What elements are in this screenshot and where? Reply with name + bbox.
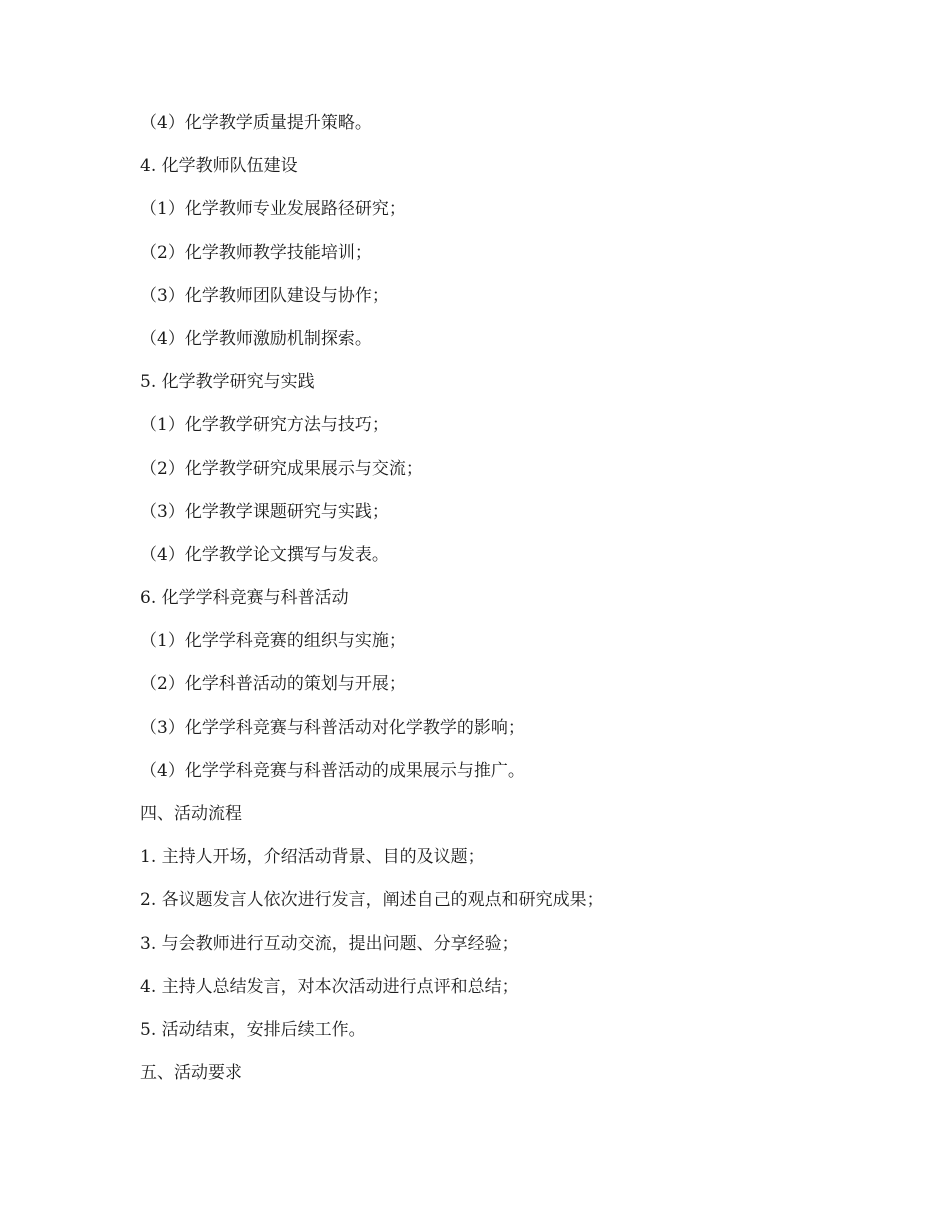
list-item-paper-writing: （4）化学教学论文撰写与发表。 (140, 544, 389, 565)
section-activity-process: 四、活动流程 (140, 804, 242, 824)
process-step-3: 3. 与会教师进行互动交流，提出问题、分享经验； (140, 933, 519, 954)
list-item-quality-strategy: （4）化学教学质量提升策略。 (140, 113, 372, 133)
heading-research-practice: 5. 化学教学研究与实践 (140, 372, 315, 393)
list-item-outreach-planning: （2）化学科普活动的策划与开展； (140, 674, 406, 695)
document-body (140, 108, 880, 1101)
list-item-results-promotion: （4）化学学科竞赛与科普活动的成果展示与推广。 (140, 760, 525, 781)
process-step-2: 2. 各议题发言人依次进行发言，阐述自己的观点和研究成果； (140, 890, 604, 911)
list-item-research-results: （2）化学教学研究成果展示与交流； (140, 458, 423, 479)
list-item-competition-impact: （3）化学学科竞赛与科普活动对化学教学的影响； (140, 717, 525, 738)
process-step-1: 1. 主持人开场，介绍活动背景、目的及议题； (140, 847, 485, 868)
list-item-competition-organization: （1）化学学科竞赛的组织与实施； (140, 631, 406, 652)
heading-teacher-team: 4. 化学教师队伍建设 (140, 156, 298, 177)
heading-competition-outreach: 6. 化学学科竞赛与科普活动 (140, 588, 349, 609)
list-item-project-research: （3）化学教学课题研究与实践； (140, 501, 389, 522)
list-item-professional-development: （1）化学教师专业发展路径研究； (140, 199, 406, 220)
list-item-skill-training: （2）化学教师教学技能培训； (140, 242, 372, 263)
section-activity-requirements: 五、活动要求 (140, 1063, 242, 1084)
list-item-team-collaboration: （3）化学教师团队建设与协作； (140, 285, 389, 306)
list-item-research-methods: （1）化学教学研究方法与技巧； (140, 415, 389, 436)
process-step-4: 4. 主持人总结发言，对本次活动进行点评和总结； (140, 976, 519, 997)
list-item-incentive-mechanism: （4）化学教师激励机制探索。 (140, 328, 372, 349)
process-step-5: 5. 活动结束，安排后续工作。 (140, 1019, 366, 1040)
